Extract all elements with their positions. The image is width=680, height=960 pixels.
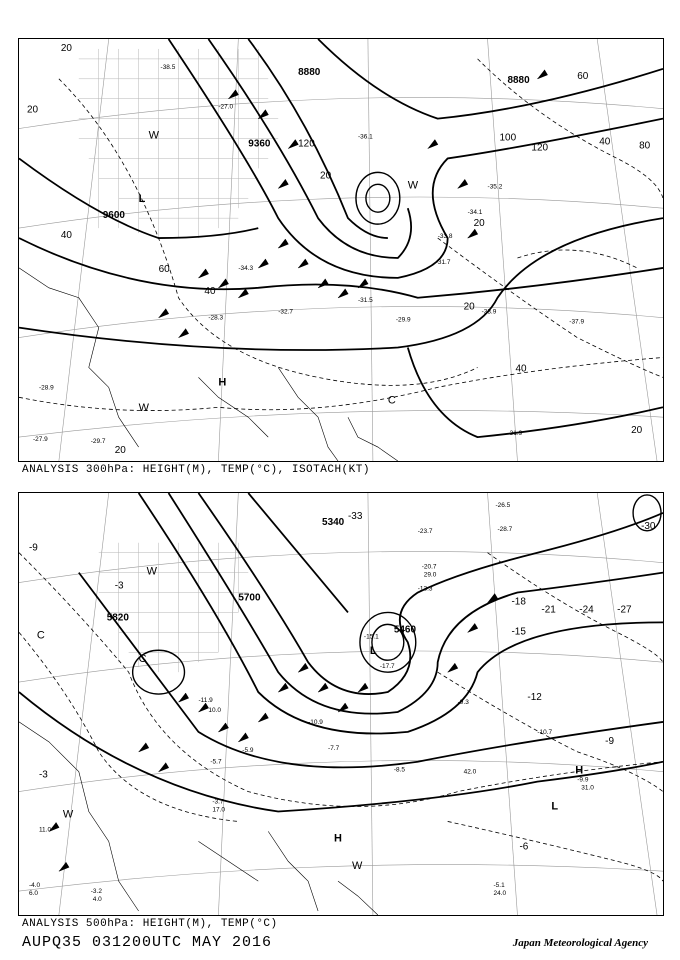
station-value: 17.0 (212, 806, 226, 814)
pressure-center: W (351, 860, 363, 873)
temp-label: -28.9 (38, 384, 54, 392)
pressure-center: H (575, 764, 584, 777)
agency-name: Japan Meteorological Agency (512, 937, 648, 949)
station-label: -7.7 (328, 744, 340, 752)
temp-label: -37.9 (569, 318, 585, 326)
station-label: -23.7 (417, 527, 433, 535)
temp-contour-label: -27 (617, 604, 632, 616)
map-500hpa (18, 492, 664, 916)
temp-label: -31.7 (435, 258, 451, 266)
isotach-label: 60 (577, 70, 589, 82)
pressure-center: W (138, 402, 149, 415)
station-label: -4.0 (28, 882, 41, 890)
caption-300hpa: ANALYSIS 300hPa: HEIGHT(M), TEMP(°C), ISOTACH(KT) (22, 464, 370, 476)
station-label: -26.5 (495, 501, 511, 509)
isotach-label: 20 (320, 170, 332, 182)
height-label: 5820 (106, 612, 129, 624)
isotach-label: 60 (158, 263, 170, 275)
pressure-center: C (138, 653, 147, 666)
bulletin-code: AUPQ35 031200UTC MAY 2016 (22, 934, 273, 951)
temp-label: -28.3 (208, 314, 224, 322)
temp-label: -35.2 (487, 183, 503, 191)
isotach-label: 40 (204, 285, 216, 297)
isotherms (19, 59, 663, 411)
temp-label: -36.1 (357, 133, 373, 141)
temp-contour-label: -21 (541, 604, 556, 616)
station-label: -9.9 (577, 776, 589, 784)
map-500hpa-canvas (19, 493, 663, 915)
isotach-label: 20 (631, 425, 643, 437)
height-label: 8880 (507, 74, 530, 86)
pressure-center: L (138, 193, 146, 206)
map-300hpa (18, 38, 664, 462)
station-label: -3.2 (90, 888, 102, 896)
station-label: -10.9 (308, 718, 323, 726)
station-label: -20.7 (421, 563, 437, 571)
isotach-label: 20 (114, 445, 126, 457)
height-label: 5700 (238, 592, 261, 604)
height-label: 5460 (393, 624, 417, 636)
closed-low (356, 172, 400, 224)
isotach-label: 40 (599, 136, 611, 148)
height-label: 9600 (102, 210, 125, 222)
station-value: 24.0 (493, 890, 507, 898)
temp-label: -29.9 (395, 316, 411, 324)
pressure-center: C (387, 394, 396, 407)
temp-contour-label: -3 (114, 580, 124, 592)
temp-label: -27.9 (32, 436, 48, 444)
temp-label: -34.1 (467, 209, 483, 217)
pressure-center: L (551, 800, 559, 813)
pressure-center: W (146, 565, 157, 578)
isotach-label: 120 (531, 142, 549, 154)
temp-contour-label: -6 (519, 841, 529, 853)
wind-barbs (159, 70, 548, 338)
station-value: 10.0 (208, 706, 222, 714)
pressure-center: C (36, 629, 45, 642)
temp-label: -34.3 (238, 264, 254, 272)
isotach-label: 120 (298, 138, 315, 150)
station-value: 11.0 (38, 826, 52, 834)
station-label: -5.1 (493, 882, 505, 890)
pressure-center: H (218, 376, 227, 389)
temp-contour-label-group (29, 511, 656, 852)
pressure-center: W (407, 179, 419, 192)
temp-label: -31.5 (357, 296, 373, 304)
station-label: -11.9 (198, 697, 213, 705)
station-label: -8.5 (393, 766, 406, 774)
station-value: 4.0 (92, 896, 102, 904)
temperature-label-group (33, 64, 584, 445)
station-value: 29.0 (423, 571, 437, 579)
temp-label: -38.5 (160, 63, 176, 71)
isotach-label: 100 (499, 132, 517, 144)
temp-contour-label: -18 (511, 596, 526, 608)
temp-label: -27.0 (218, 103, 234, 111)
station-label: -5.9 (242, 746, 254, 754)
temp-contour-label: -15 (511, 626, 526, 638)
temp-contour-label: -24 (579, 604, 594, 616)
station-value: 6.0 (28, 890, 38, 898)
isotach-label: 20 (60, 42, 72, 54)
isotach-label: 20 (473, 218, 485, 230)
cold-hatch (99, 543, 249, 672)
graticule (19, 493, 663, 915)
temp-contour-label: -3 (38, 769, 48, 781)
temp-label: -31.9 (507, 430, 523, 438)
pressure-center: W (62, 808, 74, 821)
height-label: 5340 (322, 516, 345, 528)
isotach-label: 20 (26, 104, 39, 116)
station-label: -3.7 (212, 798, 224, 806)
isotach-label: 20 (463, 301, 475, 313)
isotach-label: 80 (639, 140, 651, 152)
isotach-label: 40 (60, 230, 72, 242)
station-label: -17.7 (379, 663, 395, 671)
station-label: -5.7 (210, 758, 222, 766)
station-label: -10.7 (537, 728, 553, 736)
station-value: 31.0 (581, 784, 594, 792)
isotach-label: 40 (515, 363, 527, 375)
station-label: -9.3 (457, 699, 469, 706)
station-label: -13.3 (417, 585, 433, 593)
station-label: -15.1 (363, 633, 379, 641)
temp-contour-label: -12 (527, 692, 542, 704)
map-300hpa-canvas (19, 39, 663, 461)
station-label: -28.7 (497, 525, 513, 533)
pressure-center: H (334, 832, 342, 845)
temp-contour-label: -33 (347, 510, 363, 522)
temp-contour-label: -9 (605, 735, 615, 747)
temp-label: -33.8 (437, 233, 453, 241)
temp-contour-label: -9 (28, 542, 38, 554)
caption-500hpa: ANALYSIS 500hPa: HEIGHT(M), TEMP(°C) (22, 918, 278, 930)
temp-contour-label: -30 (641, 520, 656, 532)
temp-label: -29.7 (90, 438, 106, 446)
closed-low (133, 495, 661, 694)
pressure-center: W (148, 129, 159, 142)
temp-label: -33.9 (481, 308, 497, 316)
station-value: 42.0 (463, 768, 477, 776)
height-label: 8880 (298, 66, 321, 78)
pressure-center: L (369, 645, 377, 658)
wind-barbs (49, 594, 498, 872)
height-label: 9360 (248, 138, 271, 150)
temp-label: -32.7 (278, 308, 293, 316)
